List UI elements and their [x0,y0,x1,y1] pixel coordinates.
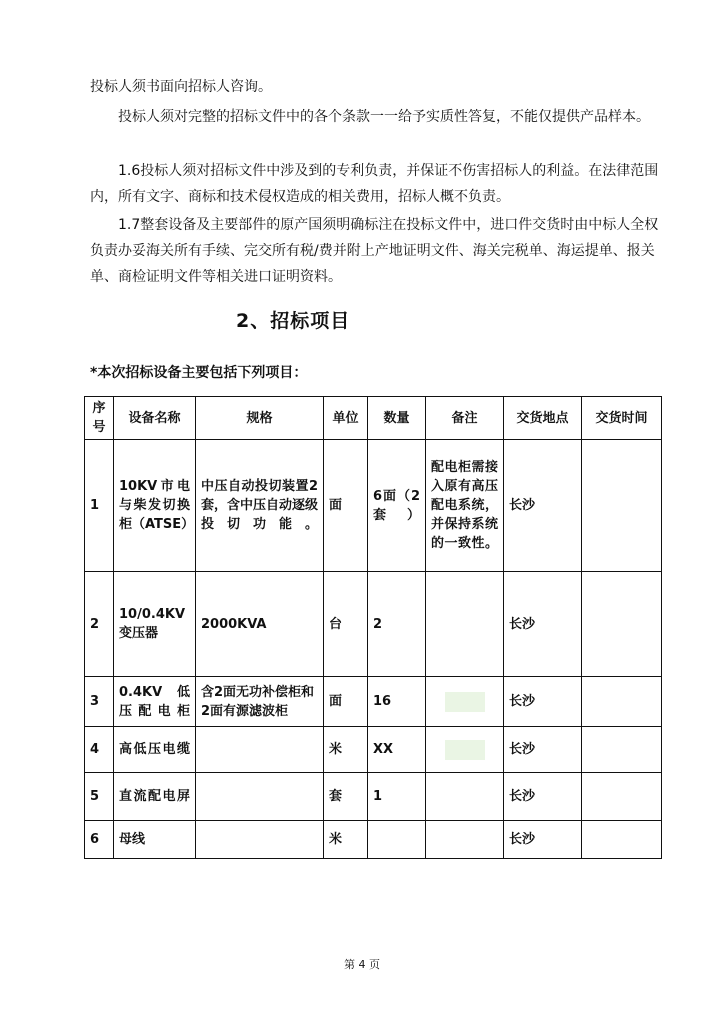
cell-unit: 套 [324,773,368,821]
table-row [85,821,662,859]
cell-no: 1 [85,440,114,572]
cell-name: 0.4KV 低压配电柜 [114,677,196,727]
cell-qty [368,821,426,859]
paragraph-1-7: 1.7整套设备及主要部件的原产国须明确标注在投标文件中，进口件交货时由中标人全权负责办妥海关所有手续、完交所有税/费并附上产地证明文件、海关完税单、海运提单、报关单、商检证明文件等相关进口证明资料。 [90,217,659,285]
cell-place: 长沙 [504,821,582,859]
table-row [85,440,662,572]
cell-time [582,773,662,821]
header-spec: 规格 [196,397,324,440]
table-intro: *本次招标设备主要包括下列项目： [90,365,308,381]
cell-time [582,677,662,727]
highlight-marker [445,740,485,760]
cell-qty: 6面（2套） [368,440,426,572]
header-qty: 数量 [368,397,426,440]
header-unit: 单位 [324,397,368,440]
cell-place: 长沙 [504,440,582,572]
paragraph-2: 投标人须对完整的招标文件中的各个条款一一给予实质性答复，不能仅提供产品样本。 [118,109,650,125]
cell-unit: 台 [324,572,368,677]
cell-no: 5 [85,773,114,821]
cell-spec [196,821,324,859]
cell-spec [196,727,324,773]
table-row [85,727,662,773]
cell-qty: 1 [368,773,426,821]
cell-spec: 2000KVA [196,572,324,677]
table-row [85,773,662,821]
cell-no: 2 [85,572,114,677]
cell-name: 直流配电屏 [114,773,196,821]
table-row [85,572,662,677]
table-header-row [85,397,662,440]
cell-remark [426,773,504,821]
header-remark: 备注 [426,397,504,440]
header-time: 交货时间 [582,397,662,440]
cell-place: 长沙 [504,773,582,821]
cell-no: 4 [85,727,114,773]
cell-time [582,821,662,859]
equipment-table [84,396,662,859]
cell-name: 10KV市电与柴发切换柜（ATSE） [114,440,196,572]
cell-remark [426,821,504,859]
cell-no: 3 [85,677,114,727]
cell-spec [196,773,324,821]
cell-qty: XX [368,727,426,773]
cell-unit: 面 [324,677,368,727]
paragraph-1-6: 1.6投标人须对招标文件中涉及到的专利负责，并保证不伤害招标人的利益。在法律范围内，所有文字、商标和技术侵权造成的相关费用，招标人概不负责。 [90,163,659,205]
header-place: 交货地点 [504,397,582,440]
cell-unit: 面 [324,440,368,572]
cell-place: 长沙 [504,677,582,727]
section-title: 2、招标项目 [236,310,351,332]
cell-no: 6 [85,821,114,859]
cell-name: 母线 [114,821,196,859]
cell-unit: 米 [324,821,368,859]
cell-time [582,572,662,677]
cell-remark [426,572,504,677]
page-number: 第 4 页 [344,958,380,971]
header-name: 设备名称 [114,397,196,440]
table-row [85,677,662,727]
highlight-marker [445,692,485,712]
header-no: 序号 [85,397,114,440]
cell-qty: 16 [368,677,426,727]
cell-place: 长沙 [504,727,582,773]
cell-spec: 含2面无功补偿柜和2面有源滤波柜 [196,677,324,727]
cell-name: 10/0.4KV变压器 [114,572,196,677]
cell-place: 长沙 [504,572,582,677]
cell-remark [426,727,504,773]
cell-time [582,440,662,572]
cell-name: 高低压电缆 [114,727,196,773]
cell-spec: 中压自动投切装置2套，含中压自动逐级投切功能。 [196,440,324,572]
cell-remark [426,677,504,727]
paragraph-1: 投标人须书面向招标人咨询。 [90,79,272,95]
cell-unit: 米 [324,727,368,773]
cell-qty: 2 [368,572,426,677]
cell-remark: 配电柜需接入原有高压配电系统，并保持系统的一致性。 [426,440,504,572]
cell-time [582,727,662,773]
